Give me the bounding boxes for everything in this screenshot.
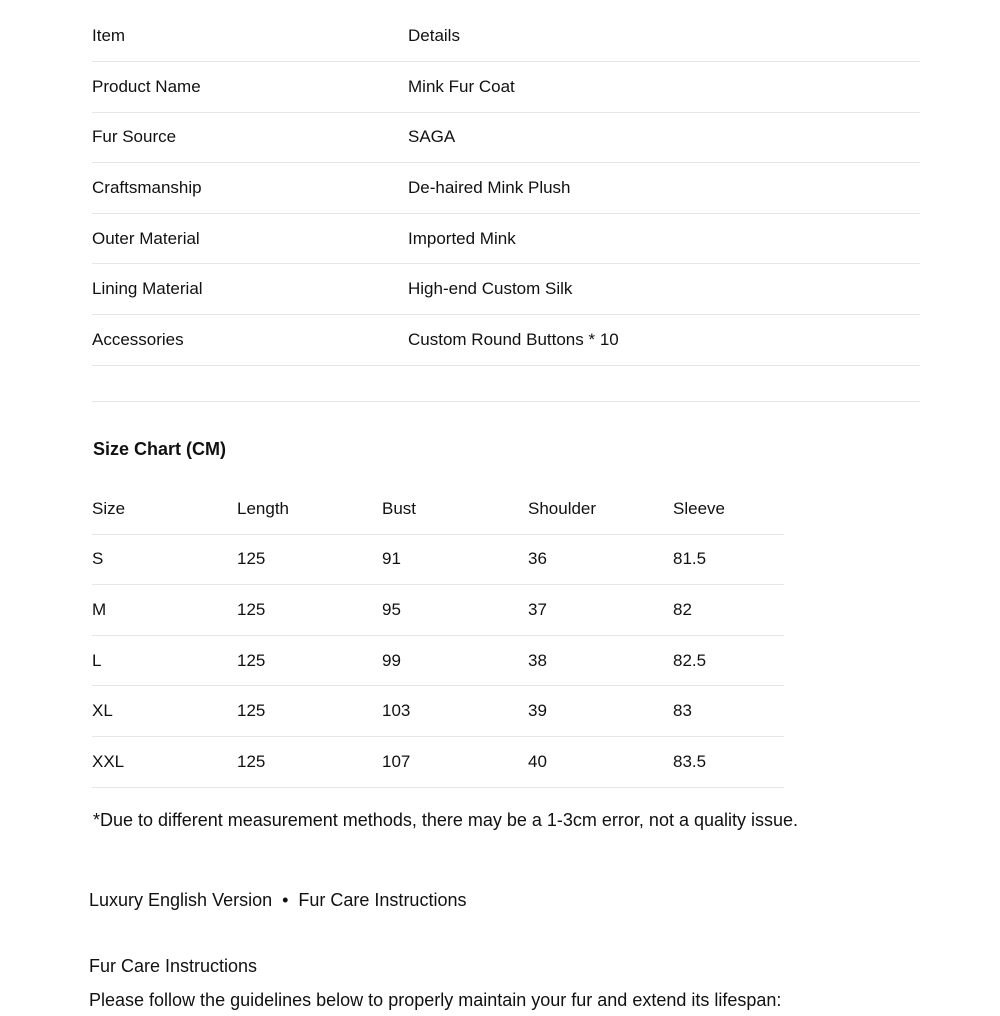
size-chart-table (92, 484, 784, 788)
care-title: Fur Care Instructions (89, 956, 258, 976)
size-chart-title: Size Chart (CM) (93, 439, 227, 459)
spec-label: Accessories (92, 314, 408, 365)
length-cell: 125 (237, 736, 382, 787)
sleeve-cell: 82.5 (673, 635, 784, 686)
sleeve-cell: 82 (673, 585, 784, 636)
size-row (92, 686, 784, 737)
care-intro: Please follow the guidelines below to properly maintain your fur and extend its lifespan: (89, 990, 782, 1010)
shoulder-cell: 39 (528, 686, 673, 737)
size-row (92, 635, 784, 686)
spec-row (92, 314, 920, 365)
bust-cell: 95 (382, 585, 528, 636)
bust-cell: 103 (382, 686, 528, 737)
measurement-note: *Due to different measurement methods, there may be a 1-3cm error, not a quality issue. (93, 810, 799, 830)
care-subtitle: Luxury English Version • Fur Care Instructions (89, 890, 467, 910)
spec-value: Custom Round Buttons * 10 (408, 314, 920, 365)
spec-label: Outer Material (92, 213, 408, 264)
size-cell: S (92, 534, 237, 585)
shoulder-cell: 36 (528, 534, 673, 585)
size-cell: XXL (92, 736, 237, 787)
size-header-sleeve: Sleeve (673, 484, 784, 534)
spec-value: Imported Mink (408, 213, 920, 264)
spec-header-item: Item (92, 11, 408, 62)
sleeve-cell: 81.5 (673, 534, 784, 585)
spec-label: Fur Source (92, 112, 408, 163)
length-cell: 125 (237, 534, 382, 585)
sleeve-cell: 83 (673, 686, 784, 737)
spec-row (92, 264, 920, 315)
size-cell: L (92, 635, 237, 686)
spec-row (92, 62, 920, 113)
size-header-shoulder: Shoulder (528, 484, 673, 534)
spec-value: Mink Fur Coat (408, 62, 920, 113)
spec-value: De-haired Mink Plush (408, 163, 920, 214)
spec-value: SAGA (408, 112, 920, 163)
length-cell: 125 (237, 686, 382, 737)
size-cell: M (92, 585, 237, 636)
spec-row (92, 213, 920, 264)
length-cell: 125 (237, 635, 382, 686)
bust-cell: 91 (382, 534, 528, 585)
product-spec-table (92, 11, 920, 366)
section-divider (92, 401, 920, 402)
size-header-length: Length (237, 484, 382, 534)
shoulder-cell: 38 (528, 635, 673, 686)
length-cell: 125 (237, 585, 382, 636)
spec-label: Product Name (92, 62, 408, 113)
spec-table-header (92, 11, 920, 62)
size-row (92, 736, 784, 787)
size-row (92, 585, 784, 636)
size-row (92, 534, 784, 585)
spec-row (92, 112, 920, 163)
spec-label: Craftsmanship (92, 163, 408, 214)
shoulder-cell: 37 (528, 585, 673, 636)
size-cell: XL (92, 686, 237, 737)
spec-row (92, 163, 920, 214)
size-table-header (92, 484, 784, 534)
bust-cell: 107 (382, 736, 528, 787)
shoulder-cell: 40 (528, 736, 673, 787)
spec-header-details: Details (408, 11, 920, 62)
size-header-bust: Bust (382, 484, 528, 534)
spec-label: Lining Material (92, 264, 408, 315)
size-header-size: Size (92, 484, 237, 534)
spec-value: High-end Custom Silk (408, 264, 920, 315)
bust-cell: 99 (382, 635, 528, 686)
sleeve-cell: 83.5 (673, 736, 784, 787)
